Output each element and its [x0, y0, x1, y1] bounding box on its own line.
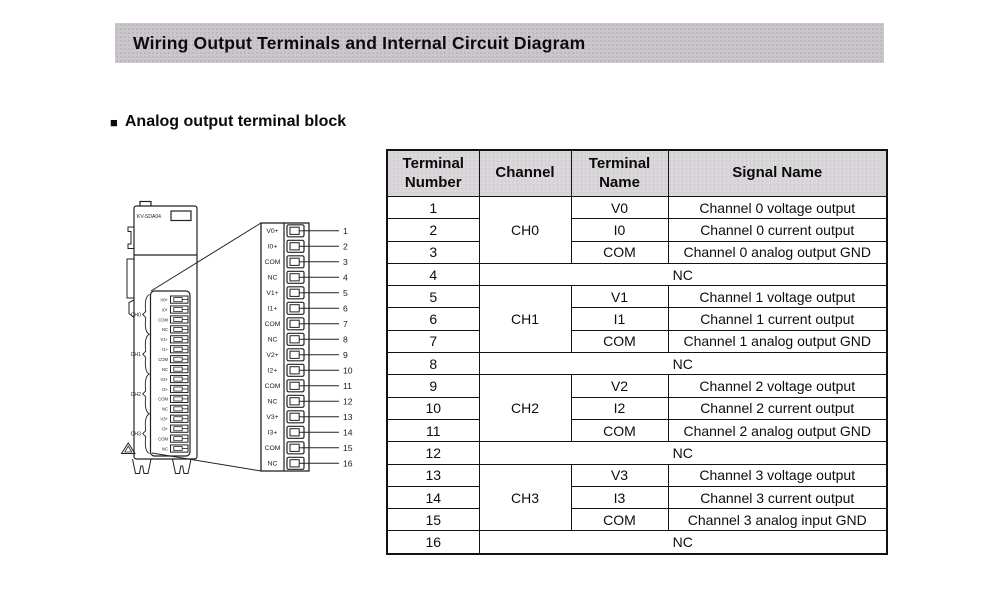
terminal-name-cell: I3 — [571, 486, 668, 508]
module-terminal-screw-inner — [174, 317, 182, 321]
channel-label: CH3 — [130, 431, 141, 438]
terminal-table-head — [387, 150, 887, 197]
terminal-name-cell: COM — [571, 419, 668, 441]
module-terminal-label: I3+ — [162, 426, 168, 432]
terminal-number-cell: 9 — [387, 375, 479, 397]
section-heading-label: Analog output terminal block — [124, 113, 347, 130]
module-terminal-screw-inner — [174, 437, 182, 441]
channel-cell: CH2 — [479, 375, 571, 442]
expanded-terminal-label: NC — [267, 336, 278, 344]
channel-label: CH0 — [130, 312, 141, 319]
module-terminal-screw-inner — [174, 387, 182, 391]
signal-name-cell: Channel 3 current output — [668, 486, 887, 508]
square-bullet-icon: ■ — [110, 114, 118, 130]
terminal-number-callout: 15 — [343, 442, 353, 453]
expanded-terminal-screw-inner — [290, 289, 299, 296]
expanded-terminal-screw-inner — [290, 413, 299, 420]
expanded-terminal-label: V2+ — [266, 352, 279, 360]
terminal-number-cell: 3 — [387, 241, 479, 263]
header-terminal-name: Terminal Name — [571, 150, 668, 197]
expanded-terminal-label: I3+ — [267, 429, 278, 437]
terminal-number-callout: 16 — [343, 458, 353, 469]
table-row — [387, 241, 887, 263]
table-row-nc — [387, 531, 887, 554]
terminal-name-cell: I0 — [571, 219, 668, 241]
table-row — [387, 509, 887, 531]
terminal-number-cell: 12 — [387, 442, 479, 464]
expanded-terminal-screw-inner — [290, 460, 299, 467]
terminal-number-callout: 2 — [343, 241, 348, 252]
terminal-number-cell: 5 — [387, 286, 479, 308]
table-row — [387, 464, 887, 486]
expanded-terminal-screw-inner — [290, 258, 299, 265]
module-terminal-label: COM — [158, 436, 168, 442]
module-terminal-label: NC — [161, 327, 168, 333]
expanded-terminal-screw-inner — [290, 351, 299, 358]
terminal-number-cell: 4 — [387, 263, 479, 285]
module-terminal-screw-inner — [174, 447, 182, 451]
terminal-name-cell: COM — [571, 241, 668, 263]
table-row — [387, 397, 887, 419]
table-row — [387, 419, 887, 441]
module-terminal-label: V3+ — [160, 416, 168, 422]
nc-cell: NC — [479, 531, 887, 554]
module-terminal-screw-inner — [174, 407, 182, 411]
module-terminal-screw-inner — [174, 377, 182, 381]
terminal-name-cell: COM — [571, 330, 668, 352]
terminal-name-cell: V2 — [571, 375, 668, 397]
signal-name-cell: Channel 2 current output — [668, 397, 887, 419]
expanded-terminal-screw-inner — [290, 367, 299, 374]
channel-cell: CH1 — [479, 286, 571, 353]
table-row — [387, 219, 887, 241]
terminal-number-cell: 2 — [387, 219, 479, 241]
expanded-terminal-label: I2+ — [267, 367, 278, 375]
terminal-number-callout: 14 — [343, 427, 353, 438]
terminal-number-callout: 11 — [343, 380, 352, 391]
terminal-number-callout: 12 — [343, 396, 353, 407]
signal-name-cell: Channel 0 analog output GND — [668, 241, 887, 263]
module-terminal-screw-inner — [174, 347, 182, 351]
terminal-name-cell: COM — [571, 509, 668, 531]
expanded-terminal-label: COM — [264, 383, 281, 391]
signal-name-cell: Channel 0 voltage output — [668, 197, 887, 219]
expanded-terminal-label: NC — [267, 274, 278, 282]
channel-label: CH2 — [130, 391, 141, 398]
module-left-clip — [128, 227, 134, 249]
module-terminal-screw-inner — [174, 397, 182, 401]
module-foot-right — [173, 459, 192, 474]
expanded-terminal-screw-inner — [290, 336, 299, 343]
module-terminal-screw-inner — [174, 417, 182, 421]
module-terminal-label: NC — [161, 406, 168, 412]
terminal-number-callout: 9 — [343, 349, 348, 360]
module-model-label: KV-SDA04 — [137, 214, 161, 220]
signal-name-cell: Channel 3 voltage output — [668, 464, 887, 486]
expanded-terminal-screw-inner — [290, 382, 299, 389]
expanded-terminal-label: I1+ — [267, 305, 278, 313]
signal-name-cell: Channel 2 analog output GND — [668, 419, 887, 441]
signal-name-cell: Channel 1 voltage output — [668, 286, 887, 308]
expanded-terminal-screw-inner — [290, 227, 299, 234]
terminal-number-callout: 8 — [343, 334, 348, 345]
expanded-terminal-label: COM — [264, 321, 281, 329]
terminal-name-cell: V0 — [571, 197, 668, 219]
table-row-nc — [387, 353, 887, 375]
expanded-terminal-screw-inner — [290, 320, 299, 327]
header-signal-name: Signal Name — [668, 150, 887, 197]
channel-cell: CH0 — [479, 197, 571, 264]
module-terminal-label: COM — [158, 396, 168, 402]
expanded-terminal-label: NC — [267, 398, 278, 406]
expanded-terminal-label: COM — [264, 259, 281, 267]
table-row — [387, 330, 887, 352]
module-terminal-screw-inner — [174, 308, 182, 312]
terminal-number-callout: 10 — [343, 365, 353, 376]
terminal-name-cell: I2 — [571, 397, 668, 419]
expanded-terminal-label: I0+ — [267, 243, 278, 251]
expanded-terminal-screw-inner — [290, 305, 299, 312]
module-terminal-label: NC — [161, 446, 168, 452]
terminal-name-cell: V1 — [571, 286, 668, 308]
header-terminal-number: Terminal Number — [387, 150, 479, 197]
module-terminal-screw-inner — [174, 367, 182, 371]
module-foot-left — [133, 459, 152, 474]
terminal-number-cell: 11 — [387, 419, 479, 441]
page-title: Wiring Output Terminals and Internal Circuit Diagram — [133, 32, 586, 53]
module-terminal-screw-inner — [174, 427, 182, 431]
table-row — [387, 197, 887, 219]
table-row — [387, 486, 887, 508]
terminal-number-callout: 7 — [343, 318, 348, 329]
terminal-number-cell: 13 — [387, 464, 479, 486]
module-terminal-screw-inner — [174, 337, 182, 341]
module-terminal-label: V1+ — [160, 337, 168, 343]
projection-line-bottom — [152, 453, 261, 471]
terminal-number-cell: 6 — [387, 308, 479, 330]
module-terminal-screw-inner — [174, 357, 182, 361]
expanded-terminal-label: V1+ — [266, 290, 279, 298]
module-terminal-label: COM — [158, 317, 168, 323]
expanded-terminal-label: NC — [267, 460, 278, 468]
module-terminal-label: V0+ — [160, 297, 168, 303]
terminal-number-cell: 16 — [387, 531, 479, 554]
channel-cell: CH3 — [479, 464, 571, 531]
terminal-number-cell: 14 — [387, 486, 479, 508]
table-row — [387, 308, 887, 330]
header-channel: Channel — [479, 150, 571, 197]
terminal-number-cell: 10 — [387, 397, 479, 419]
channel-label: CH1 — [130, 352, 141, 359]
expanded-terminal-screw-inner — [290, 398, 299, 405]
signal-name-cell: Channel 1 analog output GND — [668, 330, 887, 352]
terminal-number-callout: 3 — [343, 256, 348, 267]
nc-cell: NC — [479, 442, 887, 464]
terminal-number-cell: 8 — [387, 353, 479, 375]
terminal-table — [386, 149, 888, 555]
terminal-number-callout: 6 — [343, 303, 348, 314]
expanded-terminal-screw-inner — [290, 429, 299, 436]
terminal-number-cell: 15 — [387, 509, 479, 531]
module-terminal-label: V2+ — [160, 376, 168, 382]
nc-cell: NC — [479, 263, 887, 285]
terminal-number-callout: 4 — [343, 272, 348, 283]
table-row-nc — [387, 263, 887, 285]
module-terminal-label: COM — [158, 356, 168, 362]
terminal-number-callout: 13 — [343, 411, 353, 422]
terminal-number-cell: 1 — [387, 197, 479, 219]
table-row — [387, 375, 887, 397]
expanded-terminal-screw-inner — [290, 274, 299, 281]
table-row-nc — [387, 442, 887, 464]
signal-name-cell: Channel 0 current output — [668, 219, 887, 241]
expanded-terminal-screw-inner — [290, 243, 299, 250]
module-terminal-label: I0+ — [162, 307, 168, 313]
terminal-number-callout: 1 — [343, 225, 348, 236]
terminal-number-callout: 5 — [343, 287, 348, 298]
terminal-number-cell: 7 — [387, 330, 479, 352]
module-terminal-label: I1+ — [162, 347, 168, 353]
expanded-terminal-label: V0+ — [266, 228, 279, 236]
signal-name-cell: Channel 1 current output — [668, 308, 887, 330]
terminal-table-body — [387, 197, 887, 554]
module-terminal-label: I2+ — [162, 386, 168, 392]
module-terminal-label: NC — [161, 366, 168, 372]
expanded-terminal-label: V3+ — [266, 414, 279, 422]
module-din-tab — [127, 259, 134, 298]
signal-name-cell: Channel 2 voltage output — [668, 375, 887, 397]
nc-cell: NC — [479, 353, 887, 375]
module-terminal-screw-inner — [174, 298, 182, 302]
module-terminal-screw-inner — [174, 327, 182, 331]
terminal-name-cell: V3 — [571, 464, 668, 486]
table-row — [387, 286, 887, 308]
expanded-terminal-screw-inner — [290, 444, 299, 451]
expanded-terminal-label: COM — [264, 445, 281, 453]
signal-name-cell: Channel 3 analog input GND — [668, 509, 887, 531]
terminal-name-cell: I1 — [571, 308, 668, 330]
